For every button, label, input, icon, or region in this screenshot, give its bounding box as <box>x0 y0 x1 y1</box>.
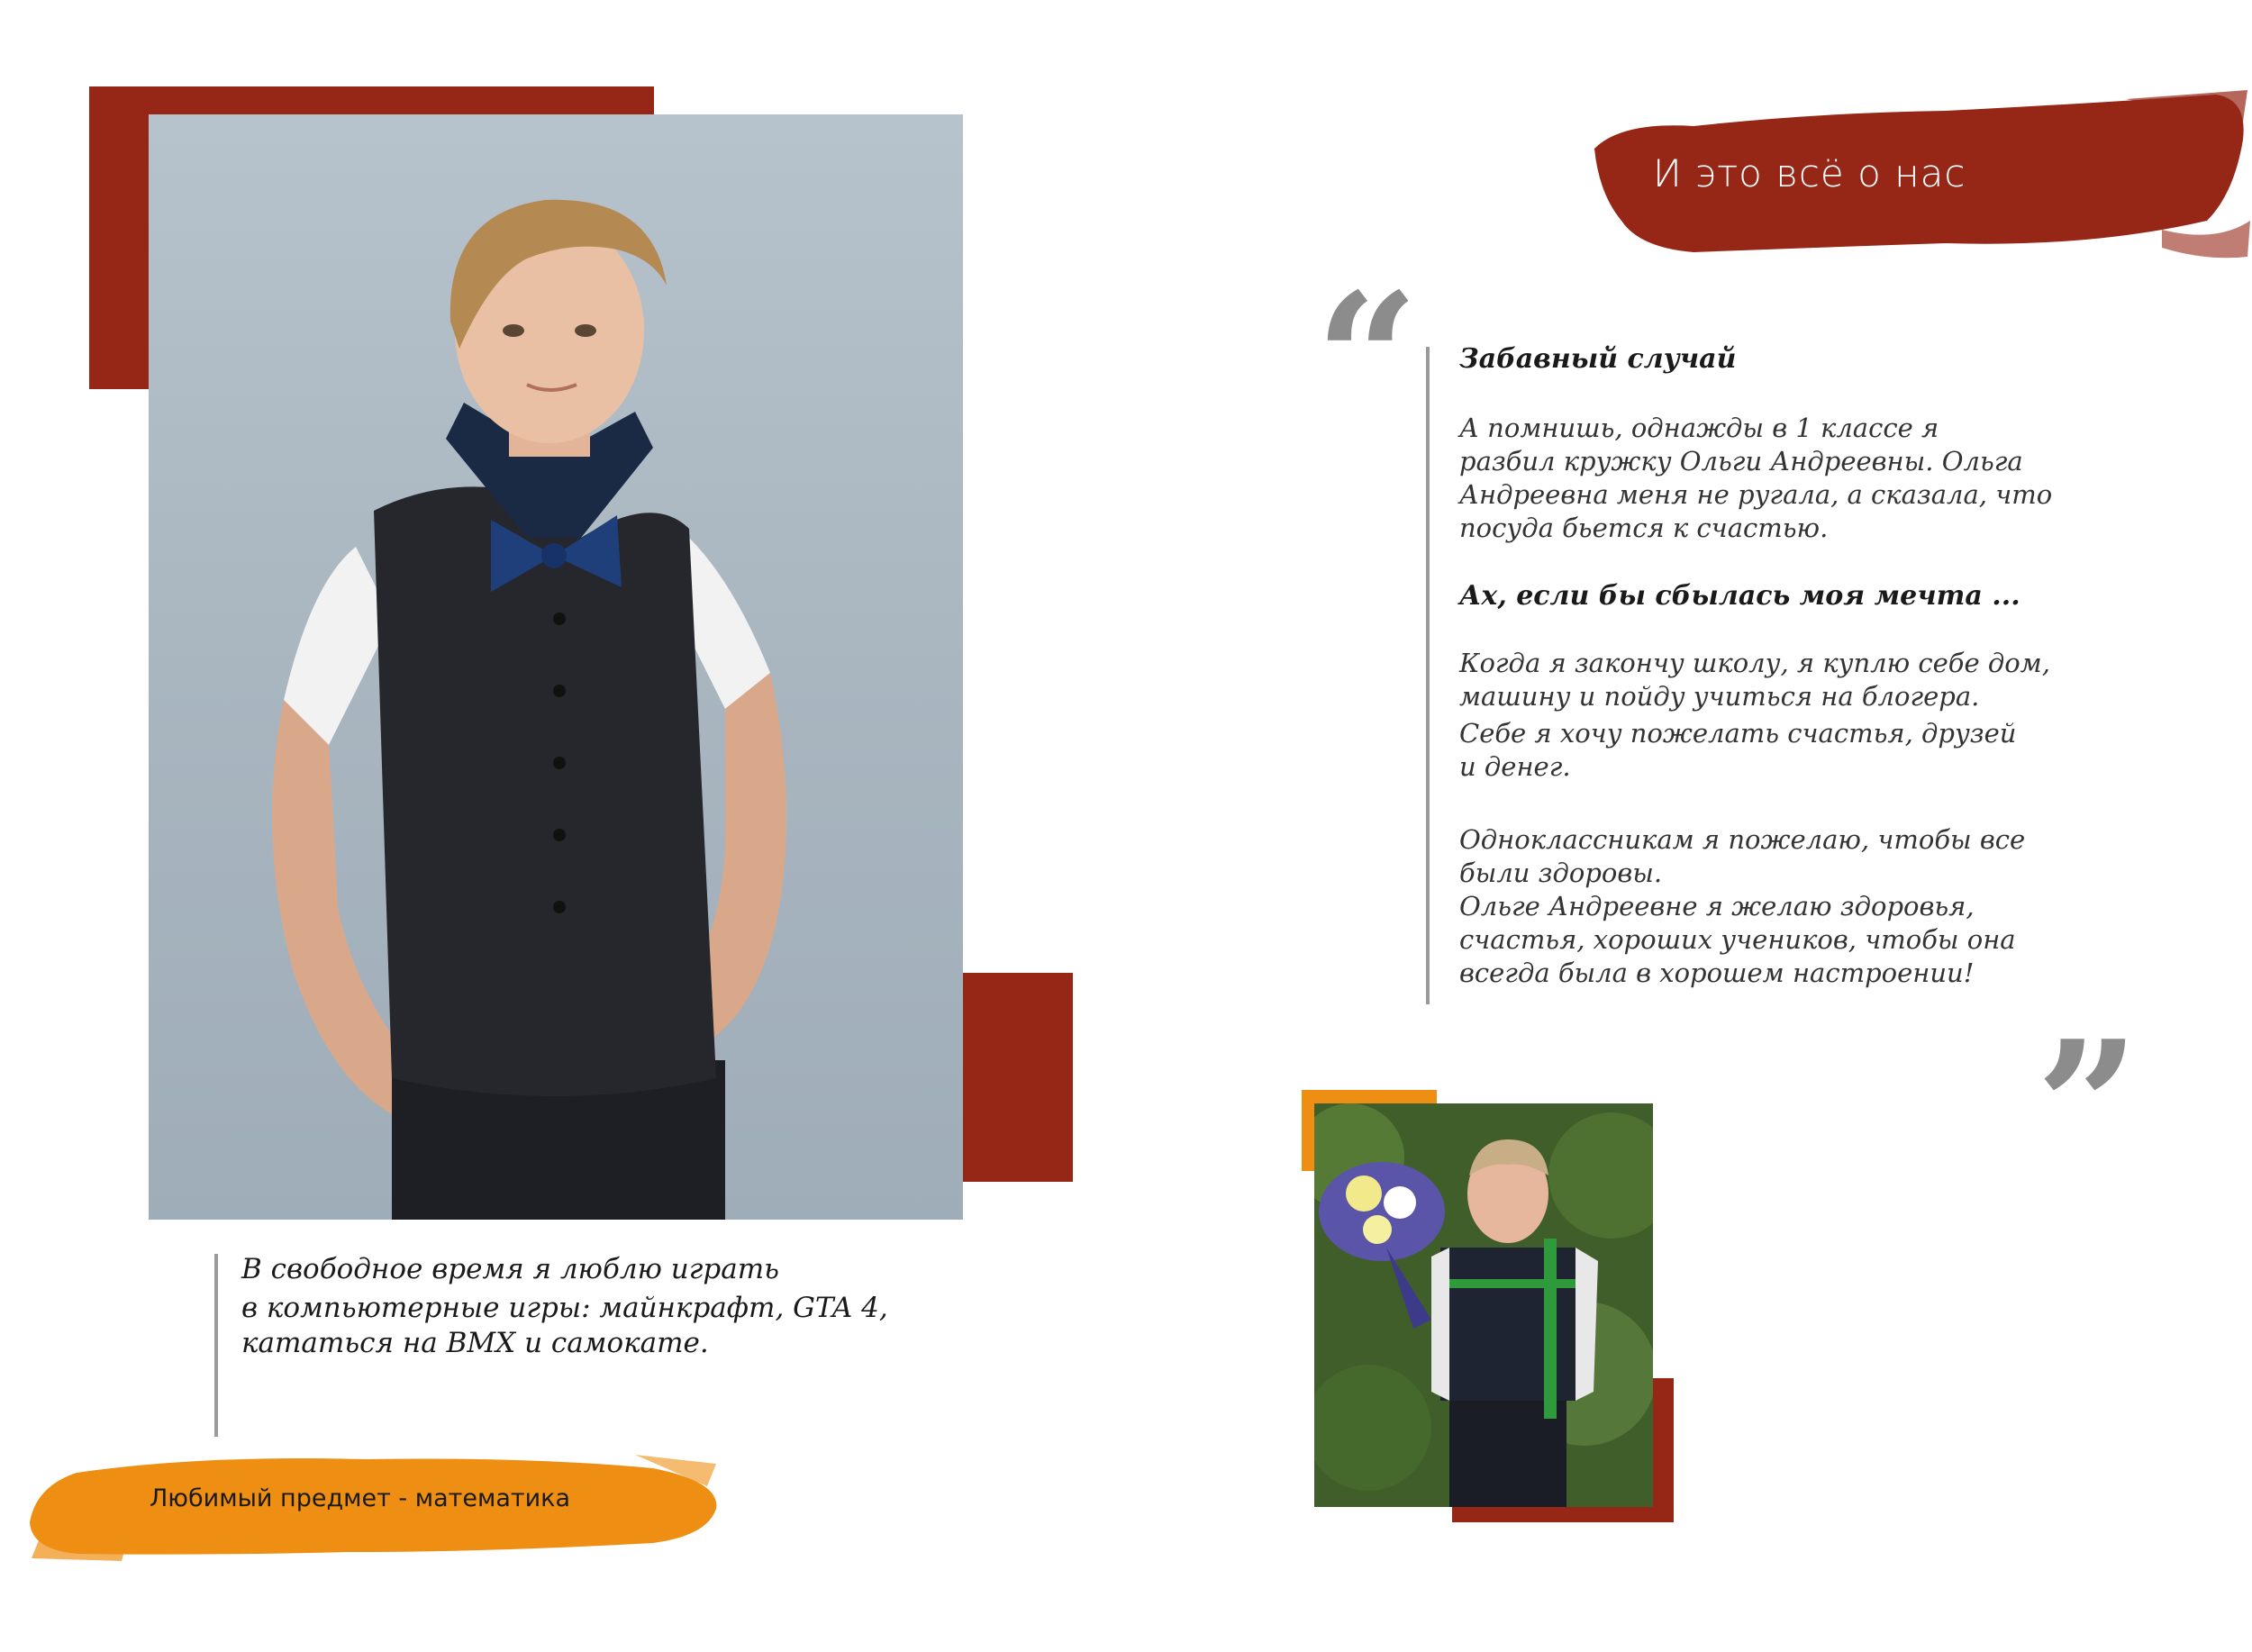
hobby-caption-line: в компьютерные игры: майнкрафт, GTA 4, <box>241 1292 888 1324</box>
hobby-caption <box>241 1252 944 1361</box>
story-heading-funny-case: Забавный случай <box>1459 343 1737 375</box>
close-quote-icon: ” <box>2036 1002 2140 1213</box>
main-portrait-photo <box>149 114 963 1220</box>
story-para1-line: разбил кружку Ольги Андреевны. Ольга <box>1459 446 2023 477</box>
page-title: И это всё о нас <box>1653 151 1966 195</box>
hobby-caption-line: В свободное время я люблю играть <box>241 1253 779 1285</box>
favorite-subject-label: Любимый предмет - математика <box>150 1484 571 1512</box>
story-para2-line: Когда я закончу школу, я куплю себе дом, <box>1459 648 2050 678</box>
open-quote-icon: “ <box>1315 254 1420 466</box>
story-para4-line: Ольге Андреевне я желаю здоровья, <box>1459 891 1975 921</box>
portrait-illustration <box>149 114 963 1220</box>
story-heading-dream: Ах, если бы сбылась моя мечта ... <box>1459 580 2020 612</box>
story-para2-line: машину и пойду учиться на блогера. <box>1459 681 1980 712</box>
story-para4-line: Одноклассникам я пожелаю, чтобы все <box>1459 824 2026 855</box>
story-para4-line: счастья, хороших учеников, чтобы она <box>1459 924 2016 955</box>
story-para1-line: А помнишь, однажды в 1 классе я <box>1459 413 1939 443</box>
first-grade-illustration <box>1314 1103 1653 1507</box>
story-para3-line: и денег. <box>1459 751 1571 782</box>
story-divider-line <box>1426 347 1430 1004</box>
story-para4-line: были здоровы. <box>1459 858 1663 888</box>
story-para1-line: Андреевна меня не ругала, а сказала, что <box>1459 479 2053 510</box>
story-block <box>1459 342 2162 990</box>
story-para3-line: Себе я хочу пожелать счастья, друзей <box>1459 718 2017 749</box>
red-block-photo-right <box>963 973 1073 1182</box>
first-grade-photo <box>1314 1103 1653 1507</box>
story-para4-line: всегда была в хорошем настроении! <box>1459 958 1975 988</box>
hobby-caption-line: кататься на BMX и самокате. <box>241 1327 709 1359</box>
caption-divider-line <box>214 1254 218 1437</box>
story-para1-line: посуда бьется к счастью. <box>1459 513 1829 543</box>
